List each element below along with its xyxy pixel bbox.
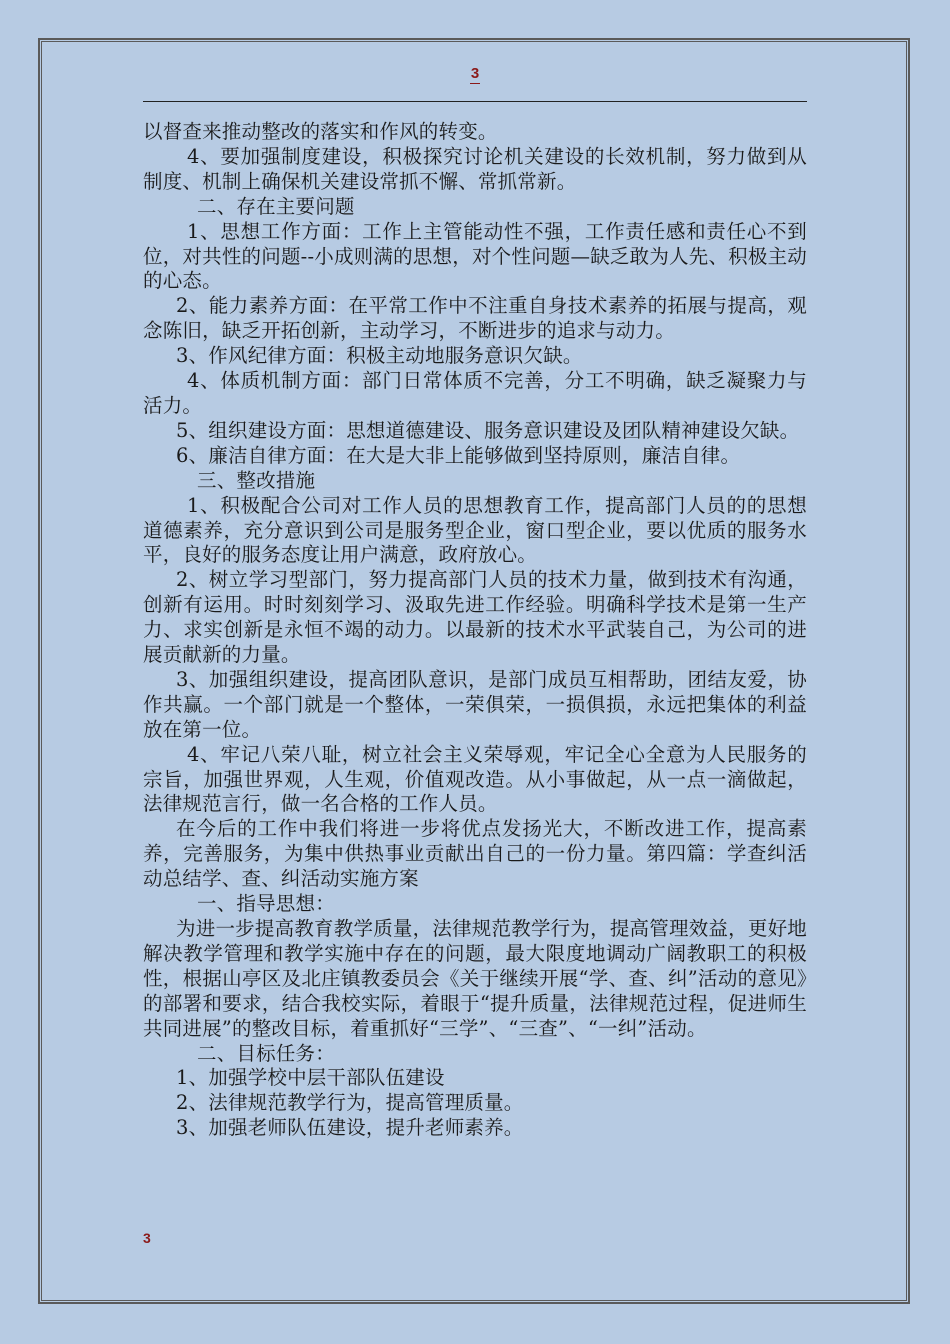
- section-heading: 三、整改措施: [197, 468, 316, 492]
- document-body: [143, 120, 807, 1141]
- list-item: 3、加强老师队伍建设，提升老师素养。: [176, 1116, 524, 1140]
- paragraph: 4、牢记八荣八耻，树立社会主义荣辱观，牢记全心全意为人民服务的宗旨，加强世界观，人生观，价值观改造。从小事做起，从一点一滴做起，法律规范言行，做一名合格的工作人员。: [143, 742, 807, 816]
- section-heading: 二、目标任务：: [197, 1041, 335, 1065]
- list-item: 1、加强学校中层干部队伍建设: [176, 1066, 445, 1090]
- header-page-number: 3: [470, 65, 480, 82]
- paragraph: 为进一步提高教育教学质量，法律规范教学行为，提高管理效益，更好地解决教学管理和教学实施中存在的问题，最大限度地调动广阔教职工的积极性，根据山亭区及北庄镇教委员会《关于继续开展“学、查、纠”活动的意见》的部署和要求，结合我校实际，着眼于“提升质量，法律规范过程，促进师生共同进展”的整改目标，着重抓好“三学”、“三查”、“一纠”活动。: [143, 917, 807, 1040]
- header-rule: [143, 101, 807, 102]
- paragraph: 4、要加强制度建设，积极探究讨论机关建设的长效机制，努力做到从制度、机制上确保机关建设常抓不懈、常抓常新。: [143, 144, 807, 193]
- list-item: 2、法律规范教学行为，提高管理质量。: [176, 1091, 524, 1115]
- paragraph: 1、思想工作方面：工作上主管能动性不强，工作责任感和责任心不到位，对共性的问题--小成则满的思想，对个性问题—缺乏敢为人先、积极主动的心态。: [143, 219, 807, 293]
- paragraph: 6、廉洁自律方面：在大是大非上能够做到坚持原则，廉洁自律。: [176, 443, 741, 467]
- paragraph: 2、能力素养方面：在平常工作中不注重自身技术素养的拓展与提高，观念陈旧，缺乏开拓创新，主动学习，不断进步的追求与动力。: [143, 294, 807, 343]
- paragraph: 3、作风纪律方面：积极主动地服务意识欠缺。: [176, 344, 583, 368]
- paragraph: 4、体质机制方面：部门日常体质不完善，分工不明确，缺乏凝聚力与活力。: [143, 369, 807, 417]
- paragraph: 以督查来推动整改的落实和作风的转变。: [143, 120, 498, 143]
- section-heading: 二、存在主要问题: [197, 194, 355, 218]
- section-heading: 一、指导思想：: [197, 892, 335, 916]
- paragraph: 5、组织建设方面：思想道德建设、服务意识建设及团队精神建设欠缺。: [176, 418, 800, 442]
- paragraph: 3、加强组织建设，提高团队意识，是部门成员互相帮助，团结友爱，协作共赢。一个部门就是一个整体，一荣俱荣，一损俱损，永远把集体的利益放在第一位。: [143, 667, 807, 741]
- paragraph: 在今后的工作中我们将进一步将优点发扬光大，不断改进工作，提高素养，完善服务，为集中供热事业贡献出自己的一份力量。第四篇：学查纠活动总结学、查、纠活动实施方案: [143, 817, 807, 891]
- paragraph: 2、树立学习型部门，努力提高部门人员的技术力量，做到技术有沟通，创新有运用。时时刻刻学习、汲取先进工作经验。明确科学技术是第一生产力、求实创新是永恒不竭的动力。以最新的技术水平武装自己，为公司的进展贡献新的力量。: [143, 568, 807, 667]
- footer-page-number: 3: [143, 1230, 151, 1246]
- paragraph: 1、积极配合公司对工作人员的思想教育工作，提高部门人员的的思想道德素养，充分意识到公司是服务型企业，窗口型企业，要以优质的服务水平，良好的服务态度让用户满意，政府放心。: [143, 493, 807, 567]
